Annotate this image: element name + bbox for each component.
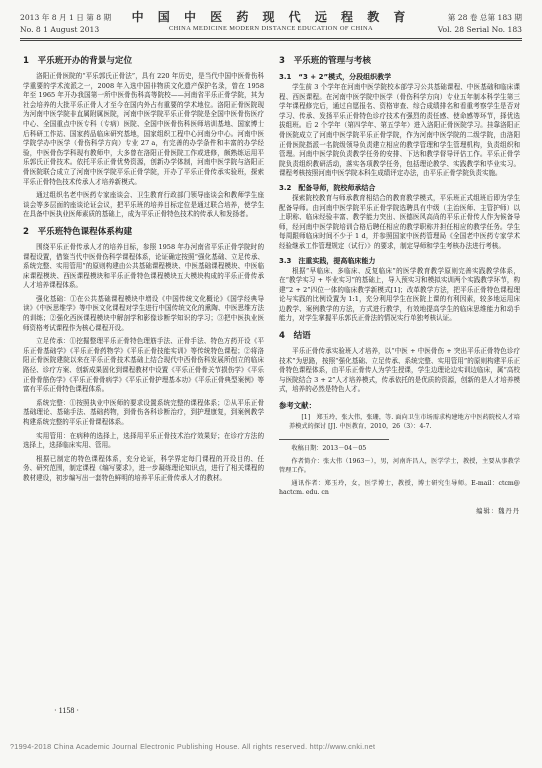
paragraph: 洛阳正骨医院的“平乐郭氏正骨法”，具有 220 年历史，是当代中国中医骨伤科学重要的学术流派之一，2008 年入选中国非物质文化遗产保护名录，曾在 1958 年至 1965 年开办我国第一所中医骨伤科高等院校——河南省平乐正骨学院，其为社会培养的大批平乐正骨人才至今在国内外占有重要的学术地位。洛阳正骨医院现为河南中医学院非直属附属医院，河南中医学院平乐正骨学院是全国中医骨伤医疗中心、全国重点中医专科（专病）医院、全国中医骨伤科医师培训基地、国家博士后科研工作站、国家药品临床研究基地，国家组织工程中心河南分中心。河南中医学院学办中医学（骨伤科学方向）专业 27 a，有完善的办学条件和丰富的办学经验，中医骨伤学科现有教师中，大多曾在洛阳正骨医院工作或进修，颇熟练运用平乐郭氏正骨技术。依托平乐正骨优势资源，创新办学体制，河南中医学院与洛阳正骨医院联合成立了河南中医学院平乐正骨学院，开办了平乐正骨传承实验班，探索平乐正骨特色技术传承人才培养新模式。	[23, 72, 264, 186]
paragraph: 学生前 3 个学年在河南中医学院校本部学习公共基础课程、中医基础和临床课程、西医课程。在河南中医学院中医学（骨伤科学方向）专业五年制本科学生第三学年课程修完后，通过自愿报名、资格审查、综合成绩排名和看重考察学生是否对学习、传承、发扬平乐正骨特色诊疗技术有强烈的责任感、使命感等环节，择优选拔组班。后 2 个学年（第四学年、第五学年）进入洛阳正骨医院学习。挂靠洛阳正骨医院成立了河南中医学院平乐正骨学院，作为河南中医学院的二级学院，由洛阳正骨医院指派一名院级领导负责建立相应的教学管理和学生管理机构，负责组织和管理。河南中医学院负责教学任务的安排、下达和教学督导评估工作。平乐正骨学院负责组织教研活动，落实各项教学任务，包括理论教学、实践教学和毕业实习。课程考核按照河南中医学院本科生成绩评定办法，由平乐正骨学院负责实施。	[279, 83, 520, 178]
copyright-footer: ?1994-2018 China Academic Journal Electronic Publishing House. All rights reserved. http://www.cnki.net	[10, 742, 376, 751]
issue-date-en: No. 8 1 August 2013	[20, 25, 100, 34]
paragraph: 系统完整：①按照执业中医师的要求设置系统完整的课程体系；②从平乐正骨基础理论、基础手法、基础药物，到骨伤各科诊断治疗，到护理康复，到案例教学构建系统完整的平乐正骨课程体系。	[23, 398, 264, 426]
footnote-rule	[279, 439, 389, 440]
header-rule	[20, 38, 522, 39]
section-heading: 1 平乐班开办的背景与定位	[23, 56, 133, 66]
paragraph: 实用管用：在病种的选择上，选择用平乐正骨技术治疗效果好；在诊疗方法的选择上，选择临床实用、管用。	[23, 431, 264, 450]
header-right	[438, 12, 522, 36]
right-column	[279, 55, 520, 516]
paragraph: 立足传承：①挖掘整理平乐正骨特色理筋手法、正骨手法、特色方药开设《平乐正骨基础学》《平乐正骨药物学》《平乐正骨技能实训》等传统特色课程；②将洛阳正骨医院建院以来在平乐正骨技术基础上结合现代中西骨伤科发展所创立的临床路径、诊疗方案、创新成果固化到课程教材中设置《平乐正骨骨关节损伤学》《平乐正骨骨筋伤学》《平乐正骨骨病学》《平乐正骨护理基本功》《平乐正骨典型案例》等富有平乐正骨特色课程体系。	[23, 337, 264, 394]
references-heading: 参考文献：	[279, 401, 316, 411]
section-heading: 3 平乐班的管理与考核	[279, 56, 371, 66]
header-rule-thin	[20, 40, 522, 41]
paragraph: 强化基础：①在公共基础课程模块中增设《中国传统文化概论》《国学经典导读》《中医思维学》等中医文化课程对学生进行中国传统文化的熏陶、中医思维方法的训练；②强化西医课程模块中解剖学和影像诊断学知识的学习；③把中医执业医师资格考试课程作为核心课程开设。	[23, 294, 264, 332]
corresponding-author: 通讯作者：郑玉玲，女，医学博士，教授，博士研究生导师。E-mail：ctcm@ hactcm. edu. cn	[279, 479, 520, 496]
section-heading: 2 平乐班特色课程体系构建	[23, 226, 133, 237]
author-intro: 作者简介：张大伟（1963－），男，河南许昌人，医学学士，教授，主要从事教学管理工作。	[279, 457, 520, 474]
received-date: 收稿日期：2013－04－05	[291, 444, 367, 452]
reference-item: [1] 郑玉玲，张大伟，张珊，等. 面向卫生市场需求构建地方中医药院校人才培养模式的探讨 [J]. 中医教育，2010，26（3）：4-7.	[289, 413, 520, 430]
paragraph: 根据“早临床、多临床、反复临床”的医学教育教学原则完善实践教学体系，在“教学实习 + 毕业实习”的基础上，导入预实习和模拟实训两个实践教学环节，构建“2 + 2”四位一体的临床教学新模式[1]；改革教学方法，把平乐正骨特色课程理论与实践的比例设置为 1:1，充分利用学生在医院上课的有利因素，较多地运用床边教学、案例教学的方法，方式进行教学，有效地提高学生的临床思维能力和动手能力，对学生掌握平乐郭氏正骨法的情况实行单独考核认证。	[279, 266, 520, 323]
paragraph: 探索院校教育与师承教育相结合的教育教学模式，平乐班正式组班后即为学生配备导师。由河南中医学院平乐正骨学院选聘具有中级（主治医师、主管护师）以上职称、临床经验丰富、教学能力突出、医德医风高尚的平乐正骨传人作为候备导师，经河南中医学院培训合格后聘任相应的教学职称并担任相应的教学任务。学生每周跟师临床时间不少于 1 d，并参照国家中医药管理局《全国老中医药专家学术经验继承工作管理规定（试行）》的要求，制定导师和学生考核办法进行考核。	[279, 193, 520, 250]
subsection-heading: 3.1 “3 + 2”模式，分段组织教学	[279, 73, 392, 81]
volume-cn: 第 28 卷 总第 183 期	[447, 13, 522, 22]
journal-title-en: CHINA MEDICINE MODERN DISTANCE EDUCATION OF CHINA	[168, 25, 374, 32]
left-column	[23, 55, 264, 488]
paragraph: 通过组织名老中医药专家座谈会、卫生教育行政部门领导座谈会和教师学生座谈会等多层面的座谈论证会议，把平乐班的培养目标定位是通过联合培养，使学生在具备中医执业医师素质的基础上，成为平乐正骨特色技术的传承人和发扬者。	[23, 191, 264, 219]
subsection-heading: 3.2 配备导师，院校师承结合	[279, 183, 376, 192]
paragraph: 平乐正骨传承实验班人才培养，以“中医 + 中医骨伤 + 突出平乐正骨特色诊疗技术”为思路，按照“强化基础、立足传承、系统完整、实用管用”的原则构建平乐正骨特色课程体系，由平乐正骨传人为学生授课，学生边理论边实训边临床，属“高校与医院结合 3 + 2”人才培养模式，传承依托的是优质的资源，创新的是人才培养模式，培养的必然是特色人才。	[279, 347, 520, 394]
volume-en: Vol. 28 Serial No. 183	[437, 25, 522, 34]
section-heading: 4 结语	[279, 331, 311, 342]
issue-date-cn: 2013 年 8 月 1 日 第 8 期	[20, 13, 112, 22]
paragraph: 根据已制定的特色课程体系，充分论证，科学界定每门课程的开设目的、任务、研究范围，制定课程《编写要求》，进一步凝练理论知识点，进行了相关课程的教材建设，初步编写出一套特色鲜明的培养平乐正骨传承人才的教材。	[23, 454, 264, 482]
journal-title-cn: 中 国 中 医 药 现 代 远 程 教 育	[131, 10, 411, 24]
subsection-heading: 3.3 注重实践，提高临床能力	[279, 256, 376, 265]
page-number: · 1158 ·	[54, 706, 80, 715]
running-header	[20, 10, 522, 48]
editor-credit: 编辑：魏丹丹	[476, 507, 520, 515]
paragraph: 围绕平乐正骨传承人才的培养目标，参照 1958 年办河南省平乐正骨学院时的课程设置，借鉴当代中医骨伤科学课程体系，论证确定按照“强化基础、立足传承、系统完整、实用管用”的原则构建由公共基础课程模块、中医基础课程模块、中医临床课程模块、西医课程模块和平乐正骨特色课程模块五大模块构成的平乐正骨传承人才培养课程体系。	[23, 242, 264, 290]
